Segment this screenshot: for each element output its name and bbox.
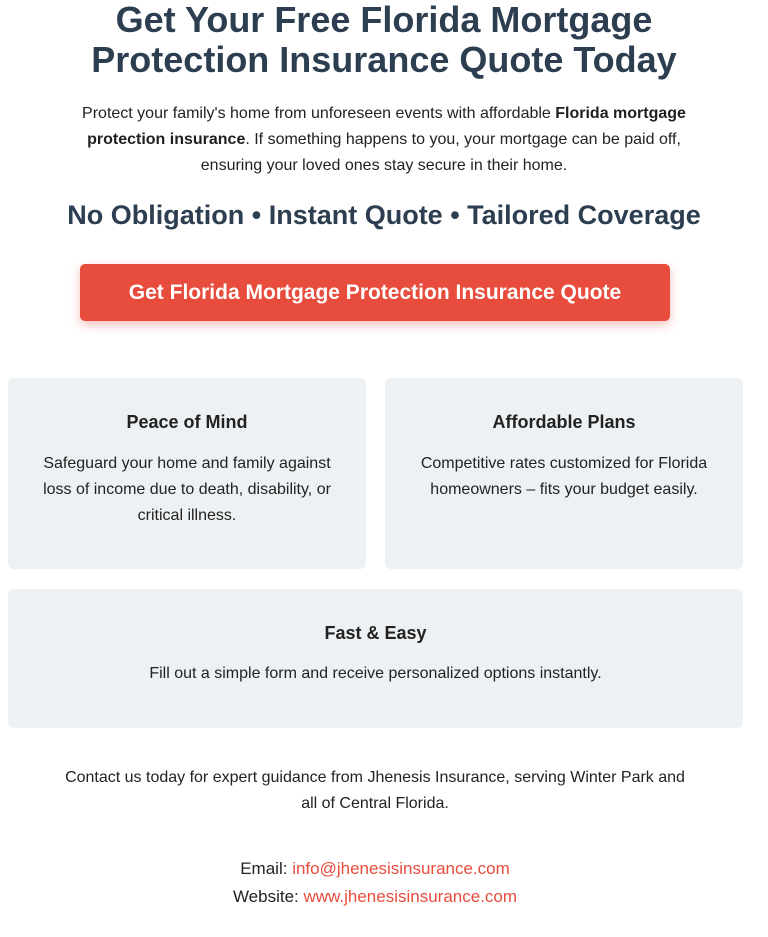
feature-card-text: Safeguard your home and family against loss of income due to death, disability, or critical illness.: [43, 455, 331, 524]
website-link[interactable]: www.jhenesisinsurance.com: [303, 887, 518, 906]
email-label: Email:: [240, 859, 293, 878]
page-title-line-2: Protection Insurance Quote Today: [91, 39, 677, 80]
feature-card-affordable-plans: [385, 378, 743, 569]
email-line: [0, 855, 750, 883]
feature-card-title: Peace of Mind: [126, 412, 248, 432]
intro-text-start: Protect your family's home from unforeseen events with affordable: [82, 105, 556, 122]
email-link[interactable]: info@jhenesisinsurance.com: [292, 859, 510, 878]
intro-highlight: Florida mortgage protection insurance: [87, 105, 686, 148]
intro-paragraph: [60, 101, 708, 179]
page-title-line-1: Get Your Free Florida Mortgage: [115, 0, 653, 40]
feature-card-text: Fill out a simple form and receive personalized options instantly.: [149, 665, 602, 682]
contact-paragraph: Contact us today for expert guidance from Jhenesis Insurance, serving Winter Park and all of Central Florida.: [65, 769, 685, 812]
feature-card-peace-of-mind: [8, 378, 366, 569]
feature-card-fast-and-easy: [8, 589, 743, 728]
tagline: No Obligation • Instant Quote • Tailored Coverage: [67, 200, 701, 230]
contact-details: [0, 855, 750, 911]
feature-card-text: Competitive rates customized for Florida homeowners – fits your budget easily.: [420, 455, 708, 498]
website-label: Website:: [232, 887, 304, 906]
get-quote-button[interactable]: Get Florida Mortgage Protection Insurance Quote: [80, 264, 670, 321]
feature-card-title: Fast & Easy: [324, 623, 427, 643]
website-line: [0, 883, 750, 911]
feature-card-title: Affordable Plans: [492, 412, 636, 432]
page-title: [0, 0, 768, 80]
intro-text-end: . If something happens to you, your mortgage can be paid off, ensuring your loved ones stay secure in their home.: [200, 131, 681, 174]
